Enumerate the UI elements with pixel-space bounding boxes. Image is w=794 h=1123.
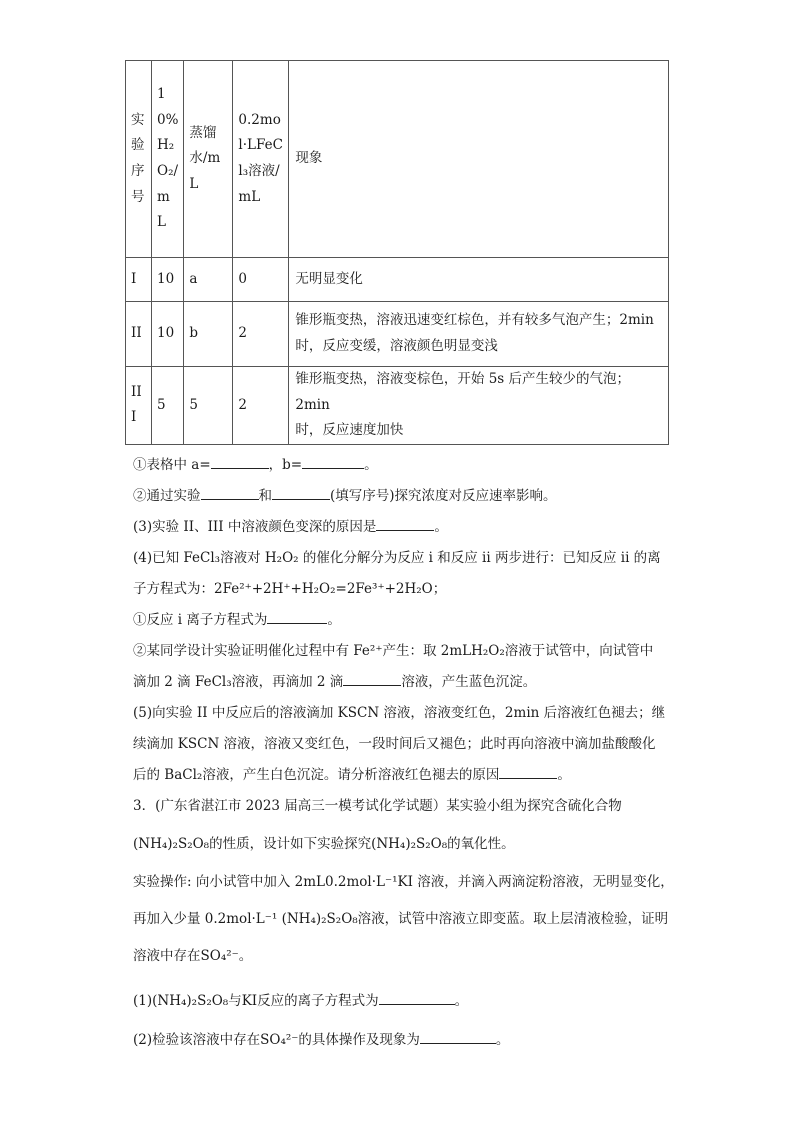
table-row — [126, 258, 669, 302]
answer-blank[interactable] — [343, 671, 401, 686]
q1-text-c: 。 — [364, 457, 378, 473]
sub1-text: (1)(NH₄)₂S₂O₈与KI反应的离子方程式为 — [133, 993, 379, 1009]
answer-blank[interactable] — [376, 516, 434, 531]
cell-water: a — [184, 258, 233, 302]
table-header-row — [126, 61, 669, 258]
answer-blank[interactable] — [379, 990, 455, 1005]
phenomenon-line: 时，反应速度加快 — [295, 422, 404, 439]
header-water: 蒸馏水/mL — [184, 61, 233, 258]
answer-blank[interactable] — [420, 1029, 496, 1044]
q4-1-text: ①反应 i 离子方程式为 — [133, 612, 268, 628]
phenomenon-line: 时，反应变缓，溶液颜色明显变浅 — [295, 338, 498, 354]
q3-text-b: 。 — [434, 519, 448, 535]
problem-3-heading: 3．(广东省湛江市 2023 届高三一模考试化学试题）某实验小组为探究含硫化合物 — [133, 798, 622, 814]
q4-1-text-b: 。 — [327, 612, 341, 628]
q4-2-text: 滴加 2 滴 FeCl₃溶液，再滴加 2 滴 — [133, 674, 344, 690]
answer-blank[interactable] — [499, 764, 557, 779]
cell-h2o2: 5 — [152, 367, 184, 445]
sub1-text-b: 。 — [454, 993, 469, 1009]
question-4-line: 子方程式为：2Fe²⁺+2H⁺+H₂O₂=2Fe³⁺+2H₂O； — [133, 581, 447, 597]
phenomenon-line: 锥形瓶变热，溶液变棕色，开始 5s 后产生较少的气泡；2min — [295, 371, 631, 413]
question-1 — [133, 451, 663, 480]
problem-3-operation: 再加入少量 0.2mol·L⁻¹ (NH₄)₂S₂O₈溶液，试管中溶液立即变蓝。取上层清液检验，证明 — [133, 911, 669, 927]
cell-phenomenon — [289, 302, 669, 367]
cell-phenomenon — [289, 367, 669, 445]
problem-3-operation: 溶液中存在SO₄²⁻。 — [133, 948, 253, 964]
q2-text-c: (填写序号)探究浓度对反应速率影响。 — [330, 488, 557, 504]
question-3 — [133, 513, 663, 542]
q5-text: 后的 BaCl₂溶液，产生白色沉淀。请分析溶液红色褪去的原因 — [133, 767, 500, 783]
cell-fecl3: 2 — [233, 302, 289, 367]
sub2-text: (2)检验该溶液中存在SO₄²⁻的具体操作及现象为 — [133, 1032, 420, 1048]
question-5-line — [133, 761, 663, 790]
header-fecl3: 0.2mol·LFeCl₃溶液/mL — [233, 61, 289, 258]
cell-id: I — [126, 258, 152, 302]
question-5-line: 续滴加 KSCN 溶液，溶液又变红色，一段时间后又褪色；此时再向溶液中滴加盐酸酸化 — [133, 736, 656, 752]
question-4-2-line: ②某同学设计实验证明催化过程中有 Fe²⁺产生：取 2mLH₂O₂溶液于试管中，向试管中 — [133, 643, 654, 659]
cell-id: II — [126, 302, 152, 367]
experiment-table — [125, 60, 669, 445]
problem-3-line: (NH₄)₂S₂O₈的性质，设计如下实验探究(NH₄)₂S₂O₈的氧化性。 — [133, 836, 515, 852]
sub2-text-b: 。 — [495, 1032, 510, 1048]
cell-id: III — [126, 367, 152, 445]
question-4-line: (4)已知 FeCl₃溶液对 H₂O₂ 的催化分解分为反应 i 和反应 ii 两步进行：已知反应 ii 的离 — [133, 550, 661, 566]
cell-fecl3: 2 — [233, 367, 289, 445]
q2-text-b: 和 — [258, 488, 272, 504]
table-row — [126, 302, 669, 367]
cell-water: 5 — [184, 367, 233, 445]
question-4-2-line — [133, 668, 663, 697]
answer-blank[interactable] — [302, 454, 364, 469]
question-5-line: (5)向实验 II 中反应后的溶液滴加 KSCN 溶液，溶液变红色，2min 后溶液红色褪去；继 — [133, 705, 666, 721]
q2-text: ②通过实验 — [133, 488, 201, 504]
q1-text-b: ，b= — [268, 457, 303, 473]
answer-blank[interactable] — [272, 485, 330, 500]
problem-3-sub-1 — [133, 987, 663, 1016]
problem-3-sub-2 — [133, 1026, 663, 1055]
phenomenon-line: 锥形瓶变热，溶液迅速变红棕色，并有较多气泡产生；2min — [295, 312, 654, 329]
table-row — [126, 367, 669, 445]
cell-fecl3: 0 — [233, 258, 289, 302]
q1-text: ①表格中 a= — [133, 457, 211, 473]
question-2 — [133, 482, 663, 511]
q3-text: (3)实验 II、III 中溶液颜色变深的原因是 — [133, 519, 377, 535]
answer-blank[interactable] — [211, 454, 269, 469]
cell-h2o2: 10 — [152, 258, 184, 302]
answer-blank[interactable] — [267, 609, 327, 624]
problem-3-operation: 实验操作: 向小试管中加入 2mL0.2mol·L⁻¹KI 溶液，并滴入两滴淀粉溶液，无明显变化， — [133, 874, 674, 890]
cell-water: b — [184, 302, 233, 367]
header-serial: 实验序号 — [126, 61, 152, 258]
answer-blank[interactable] — [201, 485, 259, 500]
q4-2-text-b: 溶液，产生蓝色沉淀。 — [401, 674, 537, 690]
q5-text-b: 。 — [557, 767, 571, 783]
cell-phenomenon: 无明显变化 — [289, 258, 669, 302]
cell-h2o2: 10 — [152, 302, 184, 367]
header-phenomenon: 现象 — [289, 61, 669, 258]
header-h2o2: 10%H₂O₂/mL — [152, 61, 184, 258]
question-4-1 — [133, 606, 663, 635]
